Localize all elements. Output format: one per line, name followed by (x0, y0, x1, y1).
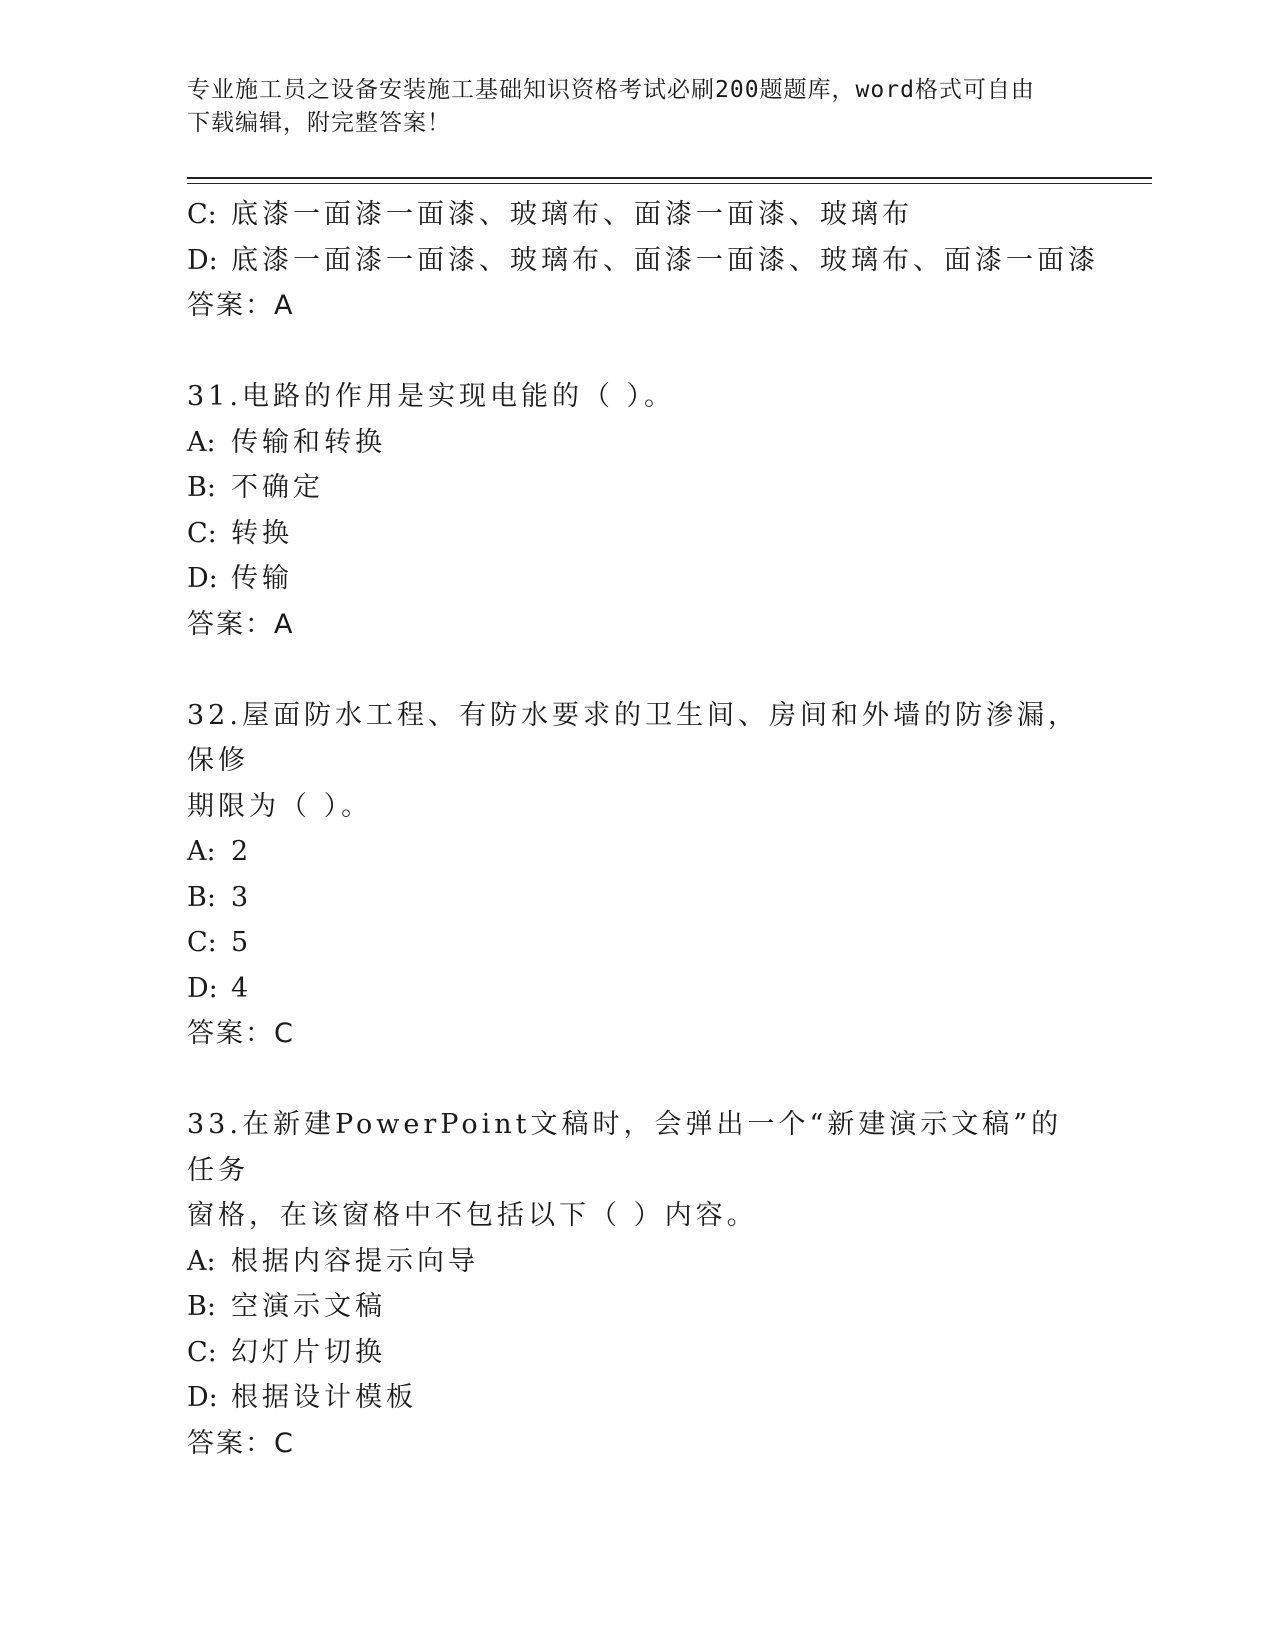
option-a (187, 1239, 1087, 1285)
option-key: C: (187, 199, 217, 230)
option-text: 根据设计模板 (231, 1382, 417, 1413)
stem-line: 33.在新建PowerPoint文稿时，会弹出一个“新建演示文稿”的任务 (187, 1109, 1063, 1186)
option-text: 不确定 (231, 472, 324, 503)
option-key: A: (187, 836, 216, 867)
header-divider-thin (187, 183, 1152, 184)
option-key: A: (187, 1245, 216, 1277)
option-a (187, 420, 1087, 466)
option-key: B: (187, 1291, 216, 1322)
answer-line: 答案：A (187, 290, 295, 321)
spacer (187, 1057, 1087, 1103)
document-header (187, 74, 1067, 140)
option-text: 5 (231, 927, 253, 958)
stem-line: 32.屋面防水工程、有防水要求的卫生间、房间和外墙的防渗漏，保修 (187, 699, 1079, 776)
question-stem (187, 1102, 1087, 1239)
option-key: D: (187, 244, 218, 276)
option-d (187, 238, 1099, 284)
option-c (187, 920, 1087, 966)
option-key: D: (187, 972, 218, 1004)
stem-line: 窗格，在该窗格中不包括以下（ ）内容。 (187, 1200, 758, 1231)
header-line-2: 下载编辑，附完整答案！ (187, 110, 451, 136)
option-b (187, 1284, 1087, 1330)
answer-line: 答案：C (187, 1018, 295, 1049)
option-text: 底漆一面漆一面漆、玻璃布、面漆一面漆、玻璃布、面漆一面漆 (231, 244, 1099, 276)
option-key: C: (187, 1336, 217, 1368)
option-key: D: (187, 563, 218, 594)
option-c (187, 192, 1087, 238)
answer-line: 答案：A (187, 608, 295, 640)
option-text: 3 (231, 881, 253, 913)
option-key: B: (187, 472, 216, 503)
option-key: A: (187, 426, 216, 458)
option-a (187, 829, 1087, 875)
question-content (187, 192, 1099, 1466)
option-text: 根据内容提示向导 (231, 1245, 479, 1277)
option-text: 传输 (231, 563, 293, 594)
question-stem (187, 693, 1087, 830)
option-text: 2 (231, 836, 253, 867)
option-c (187, 1330, 1087, 1376)
question-33 (187, 1102, 1087, 1466)
option-key: D: (187, 1382, 218, 1413)
option-text: 4 (231, 972, 253, 1004)
prev-question (187, 192, 1099, 329)
option-d (187, 966, 1087, 1012)
header-line-1: 专业施工员之设备安装施工基础知识资格考试必刷200题题库，word格式可自由 (187, 77, 1035, 103)
option-text: 转换 (231, 517, 293, 549)
answer-line: 答案：C (187, 1427, 295, 1459)
option-d (187, 556, 1087, 602)
header-divider-thick (187, 177, 1152, 179)
option-text: 传输和转换 (231, 426, 386, 458)
option-key: C: (187, 927, 217, 958)
spacer (187, 329, 1087, 375)
question-31 (187, 374, 1087, 647)
stem-line: 31.电路的作用是实现电能的（ ）。 (187, 381, 676, 412)
option-c (187, 511, 1087, 557)
stem-line: 期限为（ ）。 (187, 790, 373, 822)
option-text: 底漆一面漆一面漆、玻璃布、面漆一面漆、玻璃布 (231, 199, 913, 230)
option-d (187, 1375, 1087, 1421)
option-b (187, 875, 1087, 921)
option-key: B: (187, 881, 216, 913)
question-stem (187, 374, 1087, 420)
question-32 (187, 693, 1087, 1057)
spacer (187, 647, 1087, 693)
option-text: 空演示文稿 (231, 1291, 386, 1322)
option-b (187, 465, 1087, 511)
option-key: C: (187, 517, 217, 549)
option-text: 幻灯片切换 (231, 1336, 386, 1368)
